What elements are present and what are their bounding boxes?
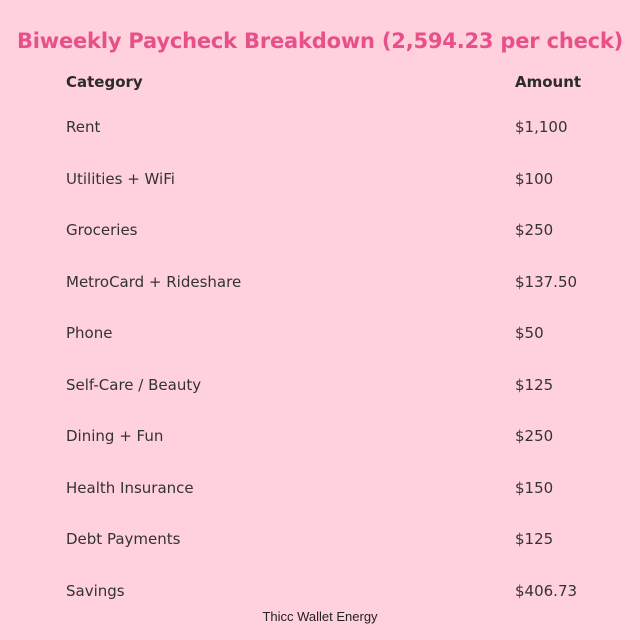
- amount-cell: $137.50: [515, 273, 578, 291]
- amount-cell: $1,100: [515, 118, 568, 136]
- table-row: [0, 424, 640, 448]
- amount-cell: $50: [515, 324, 544, 342]
- category-cell: Groceries: [66, 221, 138, 239]
- category-cell: Self-Care / Beauty: [66, 376, 202, 394]
- category-cell: Debt Payments: [66, 530, 181, 548]
- amount-cell: $406.73: [515, 582, 578, 600]
- footer-brand: Thicc Wallet Energy: [262, 609, 378, 624]
- amount-cell: $100: [515, 170, 554, 188]
- category-cell: Health Insurance: [66, 479, 194, 497]
- amount-cell: $150: [515, 479, 554, 497]
- column-header-amount: Amount: [515, 73, 582, 91]
- table-row: [0, 270, 640, 294]
- amount-cell: $250: [515, 221, 554, 239]
- category-cell: Savings: [66, 582, 125, 600]
- table-row: [0, 115, 640, 139]
- table-row: [0, 579, 640, 603]
- category-cell: MetroCard + Rideshare: [66, 273, 242, 291]
- table-row: [0, 218, 640, 242]
- category-cell: Utilities + WiFi: [66, 170, 175, 188]
- column-header-category: Category: [66, 73, 143, 91]
- table-row: [0, 373, 640, 397]
- table-row: [0, 527, 640, 551]
- page-title: Biweekly Paycheck Breakdown (2,594.23 per check): [16, 29, 624, 53]
- table-row: [0, 321, 640, 345]
- amount-cell: $125: [515, 530, 554, 548]
- amount-cell: $250: [515, 427, 554, 445]
- category-cell: Rent: [66, 118, 101, 136]
- category-cell: Phone: [66, 324, 113, 342]
- table-row: [0, 167, 640, 191]
- amount-cell: $125: [515, 376, 554, 394]
- category-cell: Dining + Fun: [66, 427, 164, 445]
- table-row: [0, 476, 640, 500]
